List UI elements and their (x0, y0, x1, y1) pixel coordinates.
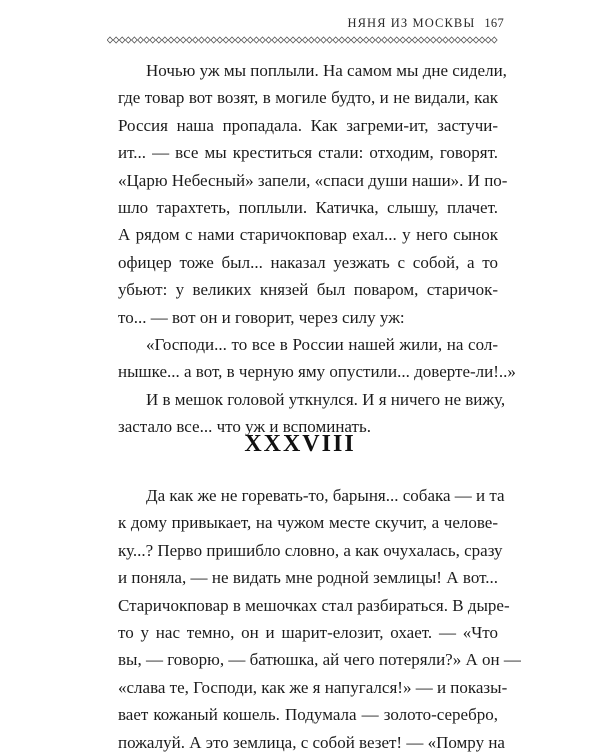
text-line: где товар вот возят, в могиле будто, и не видали, как (118, 88, 498, 108)
ornament-diamond (193, 37, 199, 43)
text-line: офицер тоже был... наказал уезжать с собой, а то (118, 252, 498, 272)
ornament-diamond (394, 37, 400, 43)
text-line: «Царю Небесный» запели, «спаси души наши». И по- (118, 170, 508, 190)
ornament-diamond (382, 37, 388, 43)
ornament-diamond (370, 37, 376, 43)
ornament-rule (107, 35, 498, 45)
ornament-diamond (248, 37, 254, 43)
ornament-diamond (351, 37, 357, 43)
paragraph (118, 57, 508, 331)
text-line: к дому привыкает, на чужом месте скучит, а челове- (118, 513, 498, 533)
text-line: застало все... что уж и вспоминать. (118, 417, 371, 437)
paragraph (118, 331, 516, 386)
ornament-diamond (156, 37, 162, 43)
ornament-diamond (229, 37, 235, 43)
ornament-diamond (357, 37, 363, 43)
text-line: А рядом с нами старичокповар ехал... у него сынок (118, 225, 498, 245)
ornament-diamond (345, 37, 351, 43)
ornament-diamond (168, 37, 174, 43)
ornament-diamond (473, 37, 479, 43)
ornament-diamond (431, 37, 437, 43)
ornament-diamond (144, 37, 150, 43)
ornament-diamond (376, 37, 382, 43)
ornament-diamond (278, 37, 284, 43)
chapter-heading: XXXVIII (244, 431, 356, 457)
text-line: И в мешок головой уткнулся. И я ничего не вижу, (146, 389, 506, 409)
ornament-diamond (126, 37, 132, 43)
text-line: то... — вот он и говорит, через силу уж: (118, 307, 405, 327)
ornament-diamond (315, 37, 321, 43)
ornament-diamond (132, 37, 138, 43)
ornament-diamond (217, 37, 223, 43)
text-block-bottom (118, 482, 521, 756)
ornament-diamond (284, 37, 290, 43)
text-line: и поняла, — не видать мне родной землицы! А вот... (118, 568, 498, 588)
ornament-diamond (388, 37, 394, 43)
ornament-diamond (455, 37, 461, 43)
ornament-diamond (327, 37, 333, 43)
ornament-diamond (443, 37, 449, 43)
ornament-diamond (485, 37, 491, 43)
ornament-diamond (492, 37, 498, 43)
text-line: Старичокповар в мешочках стал разбираться. В дыре- (118, 595, 510, 615)
ornament-diamond (211, 37, 217, 43)
ornament-diamond (479, 37, 485, 43)
ornament-diamond (406, 37, 412, 43)
ornament-diamond (461, 37, 467, 43)
ornament-diamond (333, 37, 339, 43)
ornament-diamond (266, 37, 272, 43)
ornament-diamond (223, 37, 229, 43)
ornament-diamond (138, 37, 144, 43)
paragraph (118, 482, 521, 756)
ornament-diamond (119, 37, 125, 43)
text-line: то у нас темно, он и шарит-елозит, охает. — «Что (118, 623, 498, 643)
text-line: шло тарахтеть, поплыли. Катичка, слышу, плачет. (118, 198, 498, 218)
ornament-diamond (254, 37, 260, 43)
ornament-diamond (449, 37, 455, 43)
ornament-diamond (205, 37, 211, 43)
ornament-diamond (180, 37, 186, 43)
ornament-diamond (187, 37, 193, 43)
ornament-diamond (260, 37, 266, 43)
ornament-diamond (290, 37, 296, 43)
running-title: НЯНЯ ИЗ МОСКВЫ (347, 16, 476, 30)
ornament-diamond (339, 37, 345, 43)
text-line: Ночью уж мы поплыли. На самом мы дне сидели, (146, 61, 507, 80)
ornament-diamond (235, 37, 241, 43)
ornament-diamond (363, 37, 369, 43)
ornament-diamond (412, 37, 418, 43)
ornament-diamond (467, 37, 473, 43)
ornament-diamond (418, 37, 424, 43)
ornament-diamond (309, 37, 315, 43)
text-line: «Господи... то все в России нашей жили, на сол- (146, 335, 498, 355)
ornament-diamond (302, 37, 308, 43)
ornament-diamond (174, 37, 180, 43)
text-line: Россия наша пропадала. Как загреми-ит, застучи- (118, 115, 498, 135)
text-line: «слава те, Господи, как же я напугался!» — и показы- (118, 677, 508, 697)
text-line: пожалуй. А это землица, с собой везет! — «Помру на (118, 732, 505, 752)
ornament-diamond (107, 37, 113, 43)
ornament-diamond (400, 37, 406, 43)
text-line: ит... — все мы креститься стали: отходим, говорят. (118, 143, 498, 163)
ornament-diamond (150, 37, 156, 43)
text-line: Да как же не горевать-то, барыня... собака — и та (146, 486, 505, 505)
text-line: нышке... а вот, в черную яму опустили... доверте-ли!..» (118, 362, 516, 382)
ornament-diamond (241, 37, 247, 43)
ornament-diamond (424, 37, 430, 43)
ornament-diamond (199, 37, 205, 43)
ornament-diamond (162, 37, 168, 43)
ornament-diamond (113, 37, 119, 43)
ornament-diamond (272, 37, 278, 43)
page-number: 167 (484, 16, 504, 30)
ornament-diamond (296, 37, 302, 43)
running-head (347, 16, 504, 31)
text-block-top (118, 57, 516, 441)
text-line: убьют: у великих князей был поваром, старичок- (118, 280, 498, 300)
text-line: ку...? Перво пришибло словно, а как очухалась, сразу (118, 540, 503, 560)
ornament-diamond (321, 37, 327, 43)
ornament-diamond (437, 37, 443, 43)
text-line: вы, — говорю, — батюшка, ай чего потеряли?» А он — (118, 650, 521, 670)
text-line: вает кожаный кошель. Подумала — золото-серебро, (118, 705, 498, 725)
